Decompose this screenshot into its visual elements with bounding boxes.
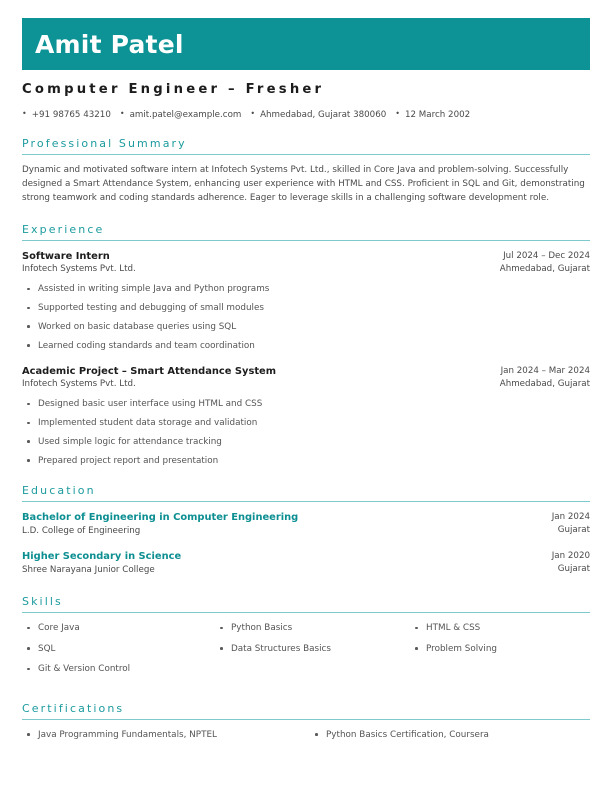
section-professional-summary xyxy=(22,137,590,206)
section-title-experience: Experience xyxy=(22,222,105,236)
resume-content xyxy=(22,78,590,741)
entry-dates: Jan 2024 xyxy=(551,512,590,523)
contact-item xyxy=(22,110,111,120)
certifications-list xyxy=(22,729,590,741)
experience-entries xyxy=(22,250,590,467)
entry-left xyxy=(22,550,552,576)
entry-title: Academic Project – Smart Attendance System xyxy=(22,365,277,377)
bullet-icon: • xyxy=(250,109,256,118)
entry-left xyxy=(22,365,500,391)
entry xyxy=(22,550,590,576)
list-item: Supported testing and debugging of small modules xyxy=(22,302,590,314)
list-item: HTML & CSS xyxy=(410,622,590,643)
section-skills xyxy=(22,595,590,684)
entry-left xyxy=(22,250,500,276)
entry-dates: Jan 2020 xyxy=(551,551,590,562)
list-item: Assisted in writing simple Java and Python programs xyxy=(22,283,590,295)
entry xyxy=(22,250,590,352)
entry-subtitle: Infotech Systems Pvt. Ltd. xyxy=(22,264,136,275)
entry-location: Ahmedabad, Gujarat xyxy=(499,263,590,274)
contact-item xyxy=(241,110,386,120)
list-item: Implemented student data storage and validation xyxy=(22,417,590,429)
contact-item xyxy=(111,110,242,120)
candidate-name: Amit Patel xyxy=(35,29,184,59)
skills-list xyxy=(22,622,590,684)
bullet-icon: • xyxy=(22,109,27,118)
section-title-education: Education xyxy=(22,483,96,497)
entry-header xyxy=(22,550,590,576)
entry xyxy=(22,365,590,467)
section-experience xyxy=(22,223,590,467)
entry-bullets xyxy=(22,398,590,467)
entry-subtitle: Shree Narayana Junior College xyxy=(22,564,155,575)
entry-title: Software Intern xyxy=(22,250,110,262)
section-certifications xyxy=(22,702,590,742)
section-rule xyxy=(22,240,590,241)
entry-left xyxy=(22,511,552,537)
list-item: Designed basic user interface using HTML and CSS xyxy=(22,398,590,410)
list-item: Worked on basic database queries using SQL xyxy=(22,321,590,333)
list-item: Python Basics xyxy=(215,622,410,643)
list-item: Prepared project report and presentation xyxy=(22,455,590,467)
list-item: Learned coding standards and team coordination xyxy=(22,340,590,352)
section-rule xyxy=(22,501,590,502)
name-banner xyxy=(22,18,590,70)
section-education xyxy=(22,484,590,577)
section-title-certifications: Certifications xyxy=(22,701,125,715)
contact-item xyxy=(386,110,470,120)
entry-location: Gujarat xyxy=(557,525,590,536)
list-item: Git & Version Control xyxy=(22,663,215,684)
contact-text: amit.patel@example.com xyxy=(129,110,242,120)
entry-dates: Jul 2024 – Dec 2024 xyxy=(503,250,590,261)
bullet-icon: • xyxy=(119,109,125,118)
list-item: Python Basics Certification, Coursera xyxy=(310,729,590,741)
section-rule xyxy=(22,154,590,155)
section-rule xyxy=(22,612,590,613)
list-item: Java Programming Fundamentals, NPTEL xyxy=(22,729,310,741)
entry-meta xyxy=(552,511,590,537)
entry-title: Higher Secondary in Science xyxy=(22,551,182,563)
entry-header xyxy=(22,250,590,276)
education-entries xyxy=(22,511,590,576)
list-item: SQL xyxy=(22,643,215,664)
entry-meta xyxy=(552,550,590,576)
bullet-icon: • xyxy=(395,109,400,118)
entry-location: Gujarat xyxy=(557,564,590,575)
entry-title: Bachelor of Engineering in Computer Engineering xyxy=(22,512,299,524)
entry-location: Ahmedabad, Gujarat xyxy=(499,378,590,389)
entry xyxy=(22,511,590,537)
entry-dates: Jan 2024 – Mar 2024 xyxy=(500,365,590,376)
entry-subtitle: L.D. College of Engineering xyxy=(22,525,141,536)
contact-text: +91 98765 43210 xyxy=(31,110,111,120)
entry-bullets xyxy=(22,283,590,352)
contact-text: 12 March 2002 xyxy=(404,110,471,120)
entry-header xyxy=(22,511,590,537)
list-item: Data Structures Basics xyxy=(215,643,410,664)
section-title-summary: Professional Summary xyxy=(22,137,187,150)
entry-meta xyxy=(500,365,590,391)
section-rule xyxy=(22,719,590,720)
list-item: Problem Solving xyxy=(410,643,590,664)
list-item: Core Java xyxy=(22,622,215,643)
entry-header xyxy=(22,365,590,391)
job-subtitle: Computer Engineer – Fresher xyxy=(22,82,325,97)
section-title-skills: Skills xyxy=(22,594,63,608)
summary-text: Dynamic and motivated software intern at Infotech Systems Pvt. Ltd., skilled in Core Java and problem-solving. Successfully designed a Smart Attendance System, enhancing user experience with HTML and CSS. Proficient in SQL and Git, demonstrating strong teamwork and coding standards adherence. Eager to leverage skills in a challenging software development role. xyxy=(22,165,585,203)
list-item: Used simple logic for attendance tracking xyxy=(22,436,590,448)
entry-meta xyxy=(500,250,590,276)
contact-line xyxy=(22,110,590,120)
contact-text: Ahmedabad, Gujarat 380060 xyxy=(260,110,387,120)
entry-subtitle: Infotech Systems Pvt. Ltd. xyxy=(22,379,136,390)
